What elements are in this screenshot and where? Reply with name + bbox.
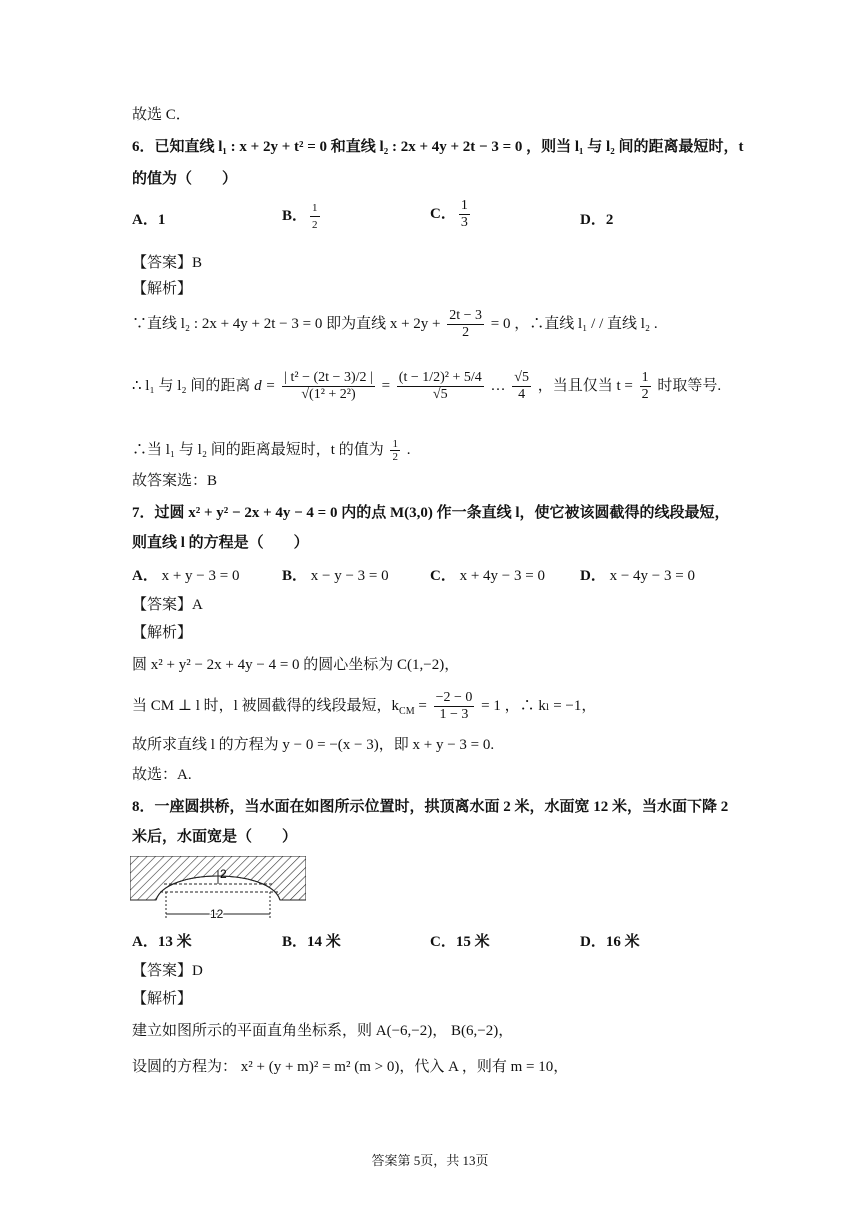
q8-option-b: B．14 米 — [282, 934, 341, 950]
q7-stem-line1: 7．过圆 x² + y² − 2x + 4y − 4 = 0 内的点 M(3,0) 作一条直线 l，使它被该圆截得的线段最短， — [132, 505, 730, 521]
q6-option-c: C． $\frac{1}{3}$ — [430, 198, 468, 230]
q8-analysis-title: 【解析】 — [132, 991, 193, 1007]
q7-option-b: B． x − y − 3 = 0 — [282, 568, 389, 584]
q8-option-d: D．16 米 — [580, 934, 640, 950]
q7-solution-line3: 故所求直线 l 的方程为 y − 0 = −(x − 3)，即 x + y − 3 = 0. — [132, 737, 495, 753]
q6-conclusion: 故答案选：B — [132, 473, 218, 489]
q7-option-d: D． x − 4y − 3 = 0 — [580, 568, 695, 584]
q8-solution-line2: 设圆的方程为： x² + (y + m)² = m² (m > 0)，代入 A ，则有 m = 10， — [132, 1059, 569, 1075]
q7-solution-line1: 圆 x² + y² − 2x + 4y − 4 = 0 的圆心坐标为 C(1,−2)， — [132, 657, 460, 673]
q8-option-c: C．15 米 — [430, 934, 490, 950]
q6-solution-line2: ∴ l₁ 与 l₂ 间的距离 d = $\frac{\text{| t² − (2t − 3)/2 |}}{\text{√(1² + 2²)}}$ = $\frac{\text{(t − 1/2)² + 5/4}}{√5}$ … $\frac{√5}{4}$ ，当且仅当 t = $\frac{1}{2}$ 时取等号. — [132, 370, 722, 403]
q6-stem-line2: 的值为（ ） — [132, 171, 238, 187]
page-footer: 答案第 5页，共 13页 — [371, 1153, 489, 1168]
q8-answer: 【答案】D — [132, 963, 203, 979]
q7-option-a: A． x + y − 3 = 0 — [132, 568, 240, 584]
q6-solution-line3: ∴当 l₁ 与 l₂ 间的距离最短时，t 的值为 $\frac{1}{2}$ . — [132, 438, 411, 464]
q6-analysis-title: 【解析】 — [132, 281, 193, 297]
q8-solution-line1: 建立如图所示的平面直角坐标系，则 A(−6,−2)， B(6,−2)， — [132, 1023, 514, 1039]
q6-option-d: D．2 — [580, 212, 614, 228]
q7-analysis-title: 【解析】 — [132, 625, 193, 641]
q6-answer: 【答案】B — [132, 255, 203, 271]
q6-option-a: A．1 — [132, 212, 166, 228]
fig-label-bottom: 12 — [210, 907, 224, 921]
q6-option-b: B． $\frac{1}{2}$ — [282, 202, 318, 231]
q7-answer: 【答案】A — [132, 597, 203, 613]
q7-solution-line2: 当 CM ⊥ l 时，l 被圆截得的线段最短，$k_{CM}$ = $\frac{-2 - 0}{1 - 3}$ = 1 ，∴ kₗ = −1， — [132, 690, 597, 723]
q7-option-c: C． x + 4y − 3 = 0 — [430, 568, 545, 584]
arch-bridge-figure — [130, 856, 306, 926]
q7-stem-line2: 则直线 l 的方程是（ ） — [132, 535, 309, 551]
q6-stem-line1: 6．已知直线 l₁ : x + 2y + t² = 0 和直线 l₂ : 2x + 4y + 2t − 3 = 0 ，则当 l₁ 与 l₂ 间的距离最短时，t — [132, 139, 744, 155]
q7-conclusion: 故选：A. — [132, 767, 192, 783]
q8-option-a: A．13 米 — [132, 934, 192, 950]
q8-stem-line1: 8．一座圆拱桥，当水面在如图所示位置时，拱顶离水面 2 米，水面宽 12 米，当水面下降 2 — [132, 799, 729, 815]
fig-label-top: 2 — [220, 867, 227, 881]
previous-conclusion: 故选 C． — [132, 107, 191, 123]
q8-stem-line2: 米后，水面宽是（ ） — [132, 829, 298, 845]
q6-solution-line1: ∵直线 l₂ : 2x + 4y + 2t − 3 = 0 即为直线 x + 2y + $\frac{2t - 3}{2}$ = 0 ，∴直线 l₁ / / 直线 l₂ . — [132, 308, 658, 341]
